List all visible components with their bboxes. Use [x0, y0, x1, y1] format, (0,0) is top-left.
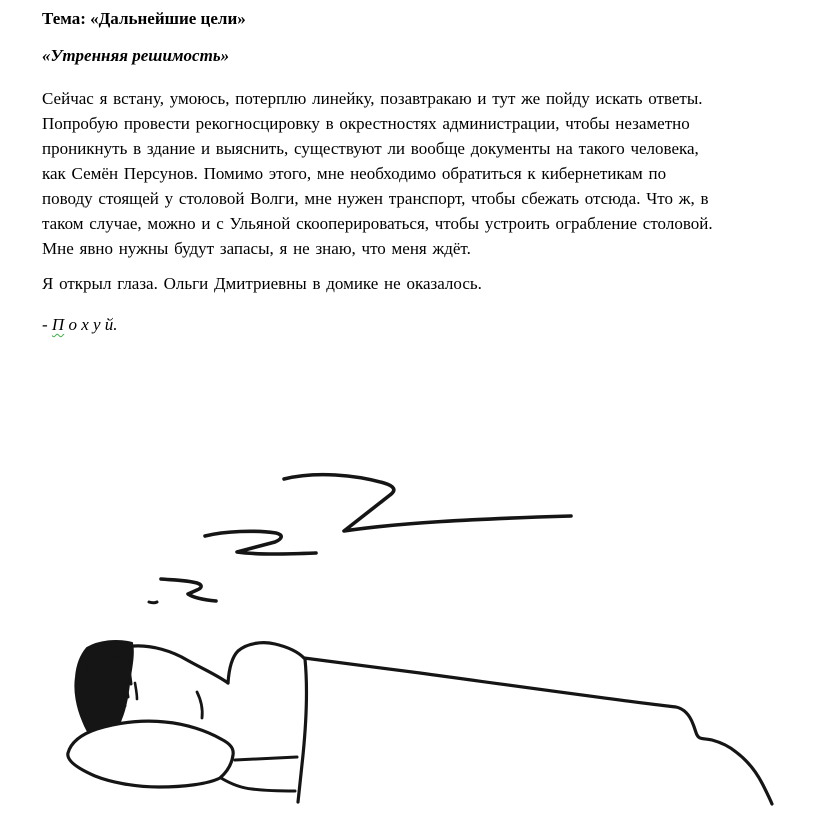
pillow [68, 721, 233, 787]
blanket-edge [304, 658, 772, 804]
hair-strand [86, 659, 114, 703]
plans-paragraph [42, 86, 817, 261]
hair-strand [91, 655, 103, 728]
topic-title: Тема: «Дальнейшие цели» [42, 9, 246, 28]
ear-mark [197, 692, 202, 718]
hair-strand [126, 645, 131, 684]
shoulder-outline [228, 643, 304, 683]
paragraph-line: поводу стоящей у столовой Волги, мне нужен транспорт, чтобы сбежать отсюда. Что ж, в [42, 189, 709, 208]
awakening-paragraph: Я открыл глаза. Ольги Дмитриевны в домике не оказалось. [42, 274, 482, 293]
paragraph-line: Попробую провести рекогносцировку в окрестностях администрации, чтобы незаметно [42, 114, 690, 133]
paragraph-line: как Семён Персунов. Помимо этого, мне необходимо обратиться к кибернетикам по [42, 164, 667, 183]
hair-strand [119, 644, 128, 697]
paragraph-line: таком случае, можно и с Ульяной скооперироваться, чтобы устроить ограбление столовой. [42, 214, 713, 233]
hair-strand [88, 669, 122, 718]
sleep-z-large-icon [284, 475, 571, 531]
sleep-z-small-icon [161, 579, 216, 601]
hair-strand [85, 665, 96, 733]
hair-strand [112, 644, 123, 707]
arm-edge-line [298, 659, 306, 802]
closed-eye-mark [123, 691, 125, 706]
reaction-underlined-letter: П [51, 315, 65, 334]
paragraph-line: Мне явно нужны будут запасы, я не знаю, что меня ждёт. [42, 239, 471, 258]
journal-text-block [42, 0, 817, 337]
hair-strand [135, 683, 137, 699]
paragraph-line: Сейчас я встану, умоюсь, потерплю линейку, позавтракаю и тут же пойду искать ответы. [42, 89, 703, 108]
blanket-fold-lower [221, 778, 295, 791]
blanket-fold-upper [235, 757, 297, 760]
hair-strand [98, 649, 111, 735]
stray-pen-mark [149, 602, 157, 603]
entry-subtitle: «Утренняя решимость» [42, 46, 230, 65]
hair-scribble [75, 641, 137, 748]
hair-strand [95, 685, 126, 740]
hair-strand [81, 682, 97, 748]
hair-strand [105, 645, 118, 722]
head-outline [134, 646, 228, 683]
reaction-rest: о х у й. [64, 315, 118, 334]
hair-mass [75, 641, 132, 748]
sleep-z-icons [149, 475, 571, 603]
reaction-line [42, 312, 817, 337]
paragraph-line: проникнуть в здание и выяснить, существуют ли вообще документы на такого человека, [42, 139, 699, 158]
sleep-z-medium-icon [205, 531, 316, 554]
reaction-dash: - [42, 315, 52, 334]
sleeping-person [68, 641, 772, 804]
